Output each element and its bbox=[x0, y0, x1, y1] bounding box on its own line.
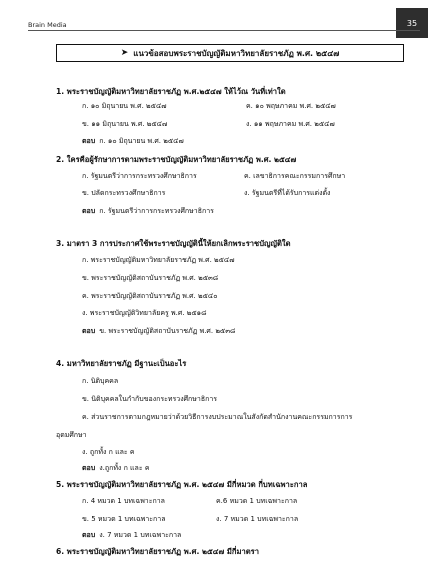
option-4b: ข. นิติบุคคลในกำกับของกระทรวงศึกษาธิการ bbox=[82, 395, 218, 403]
answer-text: ก. ๑๐ มิถุนายน พ.ศ. ๒๕๔๗ bbox=[99, 137, 184, 145]
question-2: 2. ใครคือผู้รักษาการตามพระราชบัญญัติมหาวิทยาลัยราชภัฏ พ.ศ. ๒๕๔๗ bbox=[56, 155, 297, 164]
arrow-icon: ➤ bbox=[120, 48, 129, 58]
option-5b: ข. 5 หมวด 1 บทเฉพาะกาล bbox=[82, 515, 166, 523]
answer-4 bbox=[82, 463, 150, 474]
option-4c-continued: อุดมศึกษา bbox=[56, 431, 87, 439]
answer-label: ตอบ bbox=[82, 531, 96, 539]
header-divider bbox=[28, 30, 420, 31]
option-5a: ก. 4 หมวด 1 บทเฉพาะกาล bbox=[82, 497, 165, 505]
option-2a: ก. รัฐมนตรีว่าการกระทรวงศึกษาธิการ bbox=[82, 172, 197, 180]
option-1c: ค. ๑๐ พฤษภาคม พ.ศ. ๒๕๔๗ bbox=[246, 102, 336, 110]
option-5d: ง. 7 หมวด 1 บทเฉพาะกาล bbox=[216, 515, 299, 523]
brand-text: Brain Media bbox=[28, 21, 67, 29]
page-header bbox=[0, 0, 428, 30]
option-4c: ค. ส่วนราชการตามกฎหมายว่าด้วยวิธีการงบประมาณในสังกัดสำนักงานคณะกรรมการการ bbox=[82, 413, 353, 421]
option-3d: ง. พระราชบัญญัติวิทยาลัยครู พ.ศ. ๒๕๑๘ bbox=[82, 309, 207, 317]
question-1: 1. พระราชบัญญัติมหาวิทยาลัยราชภัฏ พ.ศ.๒๕๔๗ ให้ไว้ณ วันที่เท่าใด bbox=[56, 87, 286, 96]
option-4a: ก. นิติบุคคล bbox=[82, 377, 119, 385]
section-title-box bbox=[56, 44, 404, 62]
answer-text: ข. พระราชบัญญัติสถาบันราชภัฏ พ.ศ. ๒๕๓๘ bbox=[99, 327, 236, 335]
answer-label: ตอบ bbox=[82, 464, 96, 472]
section-title: แนวข้อสอบพระราชบัญญัติมหาวิทยาลัยราชภัฏ พ.ศ. ๒๕๔๗ bbox=[133, 48, 340, 58]
option-3a: ก. พระราชบัญญัติมหาวิทยาลัยราชภัฏ พ.ศ. ๒๕๔๗ bbox=[82, 256, 235, 264]
answer-2 bbox=[82, 206, 214, 217]
option-1b: ข. ๑๑ มิถุนายน พ.ศ. ๒๕๔๗ bbox=[82, 120, 168, 128]
answer-label: ตอบ bbox=[82, 327, 96, 335]
question-6: 6. พระราชบัญญัติมหาวิทยาลัยราชภัฏ พ.ศ. ๒๕๔๗ มีกี่มาตรา bbox=[56, 547, 260, 556]
answer-5 bbox=[82, 530, 181, 541]
answer-label: ตอบ bbox=[82, 137, 96, 145]
answer-text: ง.ถูกทั้ง ก และ ค bbox=[99, 464, 150, 472]
question-5: 5. พระราชบัญญัติมหาวิทยาลัยราชภัฏ พ.ศ. ๒๕๔๗ มีกี่หมวด กี่บทเฉพาะกาล bbox=[56, 480, 308, 489]
option-2c: ค. เลขาธิการคณะกรรมการศึกษา bbox=[244, 172, 346, 180]
answer-3 bbox=[82, 326, 235, 337]
answer-text: ง. 7 หมวด 1 บทเฉพาะกาล bbox=[99, 531, 182, 539]
option-4d: ง. ถูกทั้ง ก และ ค bbox=[82, 448, 135, 456]
option-1a: ก. ๑๐ มิถุนายน พ.ศ. ๒๕๔๗ bbox=[82, 102, 167, 110]
option-2d: ง. รัฐมนตรีที่ได้รับการแต่งตั้ง bbox=[244, 189, 331, 197]
question-4: 4. มหาวิทยาลัยราชภัฏ มีฐานะเป็นอะไร bbox=[56, 359, 187, 368]
option-5c: ค.6 หมวด 1 บทเฉพาะกาล bbox=[216, 497, 298, 505]
answer-text: ก. รัฐมนตรีว่าการกระทรวงศึกษาธิการ bbox=[99, 207, 214, 215]
option-3c: ค. พระราชบัญญัติสถาบันราชภัฏ พ.ศ. ๒๕๔๐ bbox=[82, 292, 218, 300]
answer-label: ตอบ bbox=[82, 207, 96, 215]
answer-1 bbox=[82, 136, 184, 147]
option-3b: ข. พระราชบัญญัติสถาบันราชภัฏ พ.ศ. ๒๕๓๘ bbox=[82, 274, 219, 282]
option-1d: ง. ๑๑ พฤษภาคม พ.ศ. ๒๕๔๗ bbox=[246, 120, 335, 128]
page-number-badge: 35 bbox=[396, 8, 428, 38]
question-3: 3. มาตรา 3 การประกาศใช้พระราชบัญญัตินี้ให้ยกเลิกพระราชบัญญัติใด bbox=[56, 239, 291, 248]
option-2b: ข. ปลัดกระทรวงศึกษาธิการ bbox=[82, 189, 166, 197]
